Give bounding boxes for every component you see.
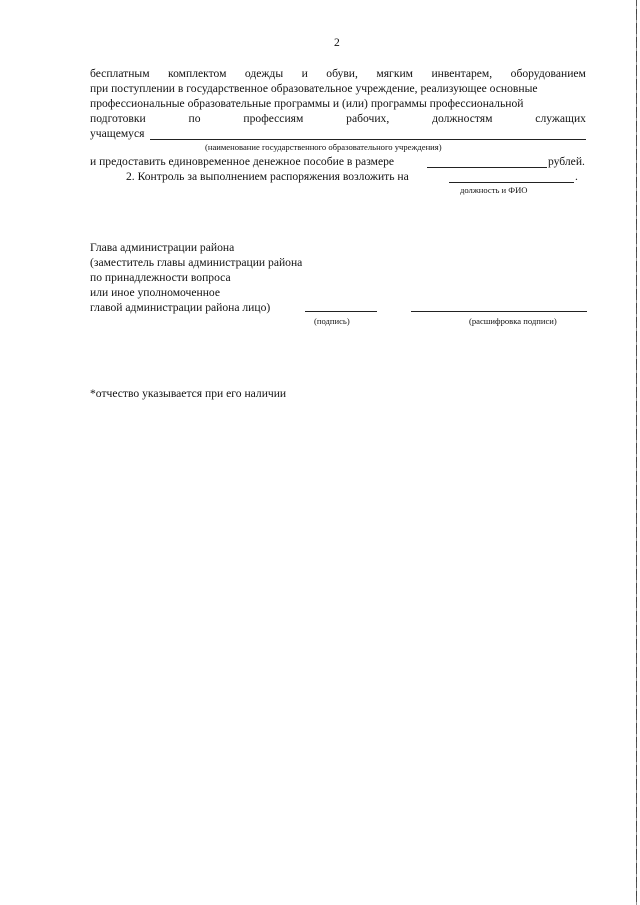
page-number: 2 [334, 36, 340, 49]
signature-line-5: главой администрации района лицо) [90, 301, 271, 314]
word: мягким [376, 67, 413, 80]
responsible-caption: должность и ФИО [460, 185, 528, 195]
word: профессиям [243, 112, 304, 125]
signature-line-2: (заместитель главы администрации района [90, 256, 303, 269]
paragraph1-line2: при поступлении в государственное образовательное учреждение, реализующее основные [90, 82, 538, 95]
signature-line-3: по принадлежности вопроса [90, 271, 231, 284]
paragraph1-line3: профессиональные образовательные программы и (или) программы профессиональной [90, 97, 524, 110]
signature-line-1: Глава администрации района [90, 241, 235, 254]
word: и [301, 67, 308, 80]
decoding-caption: (расшифровка подписи) [469, 316, 557, 326]
word: должностям [432, 112, 493, 125]
word: комплектом [168, 67, 227, 80]
paragraph1-line5-prefix: учащемуся [90, 127, 145, 140]
word: подготовки [90, 112, 146, 125]
decoding-blank-line [411, 311, 587, 312]
word: рабочих, [346, 112, 390, 125]
signature-caption: (подпись) [314, 316, 350, 326]
word: оборудованием [510, 67, 586, 80]
paragraph1-line6-prefix: и предоставить единовременное денежное пособие в размере [90, 155, 395, 168]
paragraph2-end-punct: . [575, 170, 578, 183]
word: по [188, 112, 201, 125]
scan-edge-line [636, 0, 637, 905]
word: бесплатным [90, 67, 150, 80]
word: служащих [535, 112, 586, 125]
responsible-blank-line [449, 182, 574, 183]
paragraph2-text: 2. Контроль за выполнением распоряжения возложить на [126, 170, 409, 183]
footnote: *отчество указывается при его наличии [90, 387, 287, 400]
word: инвентарем, [431, 67, 493, 80]
signature-line-4: или иное уполномоченное [90, 286, 220, 299]
institution-caption: (наименование государственного образовательного учреждения) [205, 142, 442, 152]
word: одежды [244, 67, 284, 80]
amount-blank-line [427, 167, 547, 168]
institution-blank-line [150, 139, 586, 140]
paragraph1-line4 [90, 112, 586, 126]
paragraph1-line1 [90, 67, 586, 81]
word: обуви, [326, 67, 358, 80]
paragraph1-line6-suffix: рублей. [548, 155, 585, 168]
signature-blank-line [305, 311, 377, 312]
